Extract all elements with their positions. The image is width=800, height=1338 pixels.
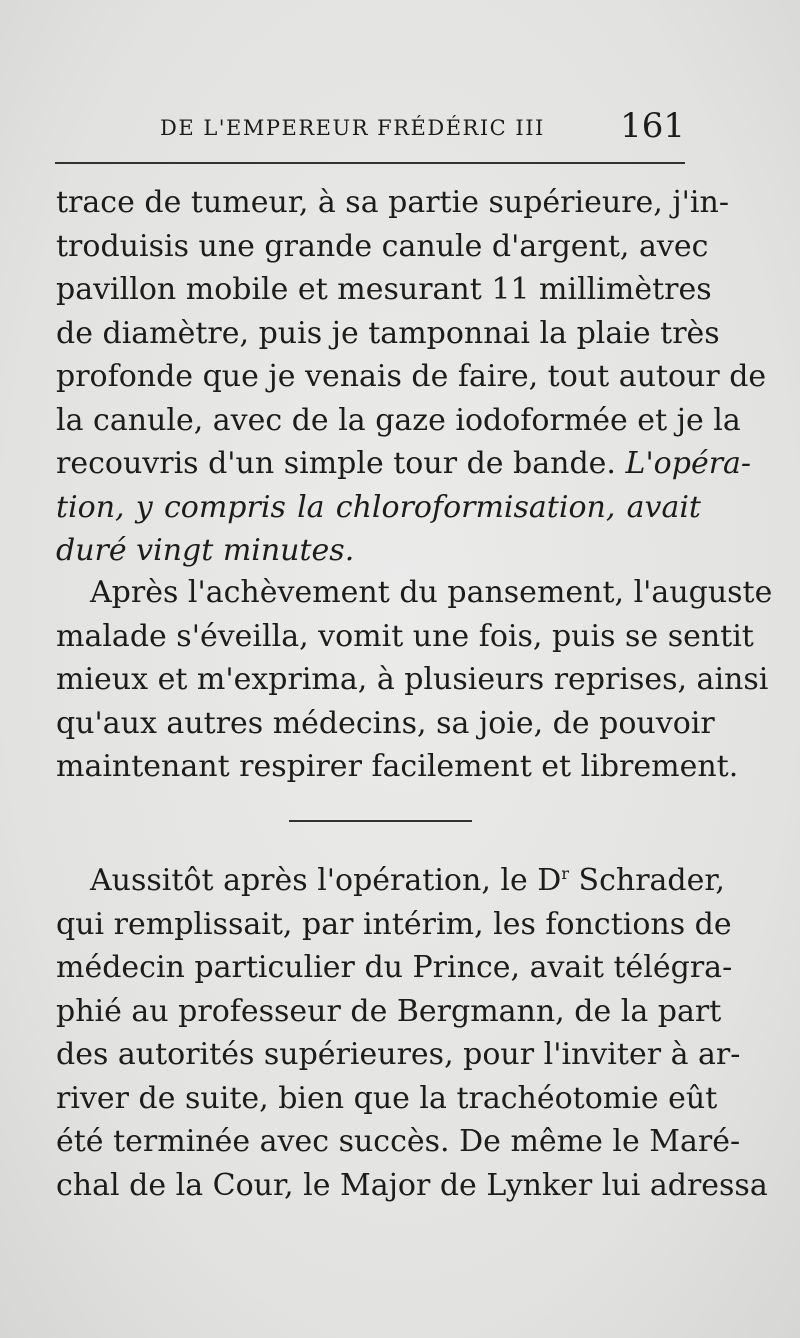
text-line: troduisis une grande canule d'argent, avec (56, 228, 709, 264)
paragraph-1 (56, 181, 767, 573)
header-rule (55, 162, 685, 164)
text-line: de diamètre, puis je tamponnai la plaie très (56, 315, 720, 351)
superscript: r (561, 864, 569, 883)
page-number: 161 (620, 106, 685, 146)
italic-span: duré vingt minutes. (56, 533, 355, 568)
italic-span: L'opéra- (625, 446, 752, 481)
text-line: été terminée avec succès. De même le Maré- (56, 1124, 741, 1159)
text-line: profonde que je venais de faire, tout autour de (56, 359, 767, 394)
text-line (56, 442, 752, 486)
text-line (56, 486, 701, 530)
text-line (56, 859, 725, 903)
text-line: phié au professeur de Bergmann, de la part (56, 993, 722, 1029)
text-line: malade s'éveilla, vomit une fois, puis se sentit (56, 618, 754, 654)
text-line: maintenant respirer facilement et librement. (56, 749, 739, 784)
text-line: chal de la Cour, le Major de Lynker lui adressa (56, 1167, 768, 1203)
text-line: qui remplissait, par intérim, les fonctions de (56, 906, 732, 942)
text-line (56, 529, 701, 573)
paragraph-2 (56, 571, 773, 789)
text-line: mieux et m'exprima, à plusieurs reprises, ainsi (56, 662, 769, 697)
text-line: river de suite, bien que la trachéotomie eût (56, 1080, 718, 1116)
running-title: DE L'EMPEREUR FRÉDÉRIC III (160, 116, 545, 140)
text-line: des autorités supérieures, pour l'inviter à ar- (56, 1037, 741, 1072)
text-span: Schrader, (568, 863, 725, 898)
text-line: trace de tumeur, à sa partie supérieure, j'in- (56, 185, 729, 220)
paragraph-3 (56, 859, 768, 1207)
text-span: recouvris d'un simple tour de bande. (56, 446, 616, 481)
text-line: Après l'achèvement du pansement, l'auguste (90, 575, 773, 610)
page-header (160, 106, 685, 152)
text-line: qu'aux autres médecins, sa joie, de pouvoir (56, 705, 715, 741)
text-span: Aussitôt après l'opération, le D (90, 863, 562, 898)
text-line: pavillon mobile et mesurant 11 millimètres (56, 272, 712, 307)
text-line: la canule, avec de la gaze iodoformée et je la (56, 402, 741, 438)
section-divider (289, 820, 472, 822)
italic-span: tion, y compris la chloroformisation, avait (56, 489, 701, 525)
text-line: médecin particulier du Prince, avait télégra- (56, 950, 733, 985)
